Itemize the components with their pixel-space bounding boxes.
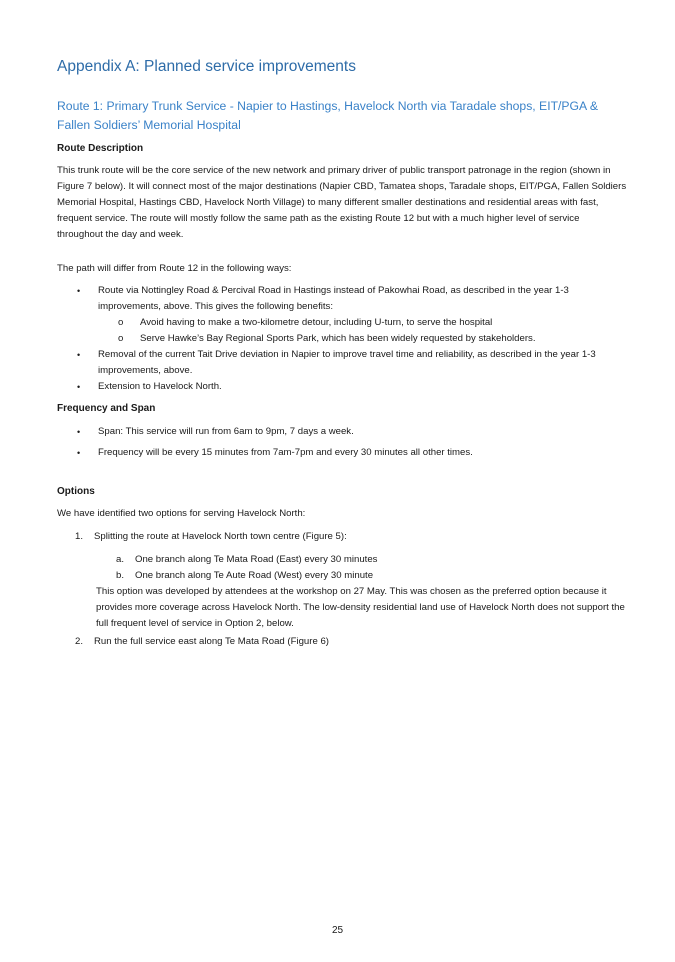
item-number: 2. — [75, 636, 84, 647]
item-text: Splitting the route at Havelock North town centre (Figure 5): — [94, 531, 347, 542]
sub-bullet-mark: o — [118, 317, 124, 328]
bullet-mark: • — [77, 350, 81, 360]
bullet-mark: • — [77, 427, 81, 437]
bullet-text: Frequency will be every 15 minutes from 7am-7pm and every 30 minutes all other times. — [98, 447, 473, 458]
appendix-heading: Appendix A: Planned service improvements — [57, 58, 356, 75]
item-number: 1. — [75, 531, 84, 542]
bullet-text: Route via Nottingley Road & Percival Road in Hastings instead of Pakowhai Road, as described in the year 1-3 improvements, above. This gives the following benefits: — [98, 285, 569, 312]
option1-note: This option was developed by attendees at the workshop on 27 May. This was chosen as the preferred option because it provides more coverage across Havelock North. The low-density residential land use of Havelock North does not support the full frequent level of service in Option 2, below. — [96, 586, 625, 629]
route-title: Route 1: Primary Trunk Service - Napier to Hastings, Havelock North via Taradale shops, EIT/PGA & Fallen Soldiers’ Memorial Hospital — [57, 99, 598, 132]
sub-bullet-text: Serve Hawke’s Bay Regional Sports Park, which has been widely requested by stakeholders. — [140, 333, 536, 344]
sub-bullet-text: Avoid having to make a two-kilometre detour, including U-turn, to serve the hospital — [140, 317, 493, 328]
bullet-text: Extension to Havelock North. — [98, 381, 222, 392]
route-differences-intro: The path will differ from Route 12 in the following ways: — [57, 263, 292, 274]
bullet-mark: • — [77, 382, 81, 392]
item-text: One branch along Te Mata Road (East) every 30 minutes — [135, 554, 378, 565]
frequency-label: Frequency and Span — [57, 403, 156, 414]
bullet-text: Removal of the current Tait Drive deviation in Napier to improve travel time and reliability, as described in the year 1-3 improvements, above. — [98, 349, 596, 376]
options-intro: We have identified two options for serving Havelock North: — [57, 508, 306, 519]
route-description-label: Route Description — [57, 143, 144, 154]
item-text: One branch along Te Aute Road (West) every 30 minute — [135, 570, 374, 581]
item-letter: b. — [116, 570, 125, 581]
bullet-mark: • — [77, 286, 81, 296]
item-letter: a. — [116, 554, 125, 565]
route-description-paragraph: This trunk route will be the core service of the new network and primary driver of public transport patronage in the region (shown in Figure 7 below). It will connect most of the major destinations (Napier CBD, Tamatea shops, Taradale shops, EIT/PGA, Fallen Soldiers Memorial Hospital, Hastings CBD, Havelock North Village) to many different smaller destinations and residential areas with fast, frequent service. The route will mostly follow the same path as the existing Route 12 but with a much higher level of service throughout the day and week. — [57, 165, 627, 240]
options-label: Options — [57, 486, 95, 497]
sub-bullet-mark: o — [118, 333, 124, 344]
bullet-text: Span: This service will run from 6am to 9pm, 7 days a week. — [98, 426, 354, 437]
page-number: 25 — [331, 925, 344, 936]
item-text: Run the full service east along Te Mata Road (Figure 6) — [94, 636, 329, 647]
bullet-mark: • — [77, 448, 81, 458]
